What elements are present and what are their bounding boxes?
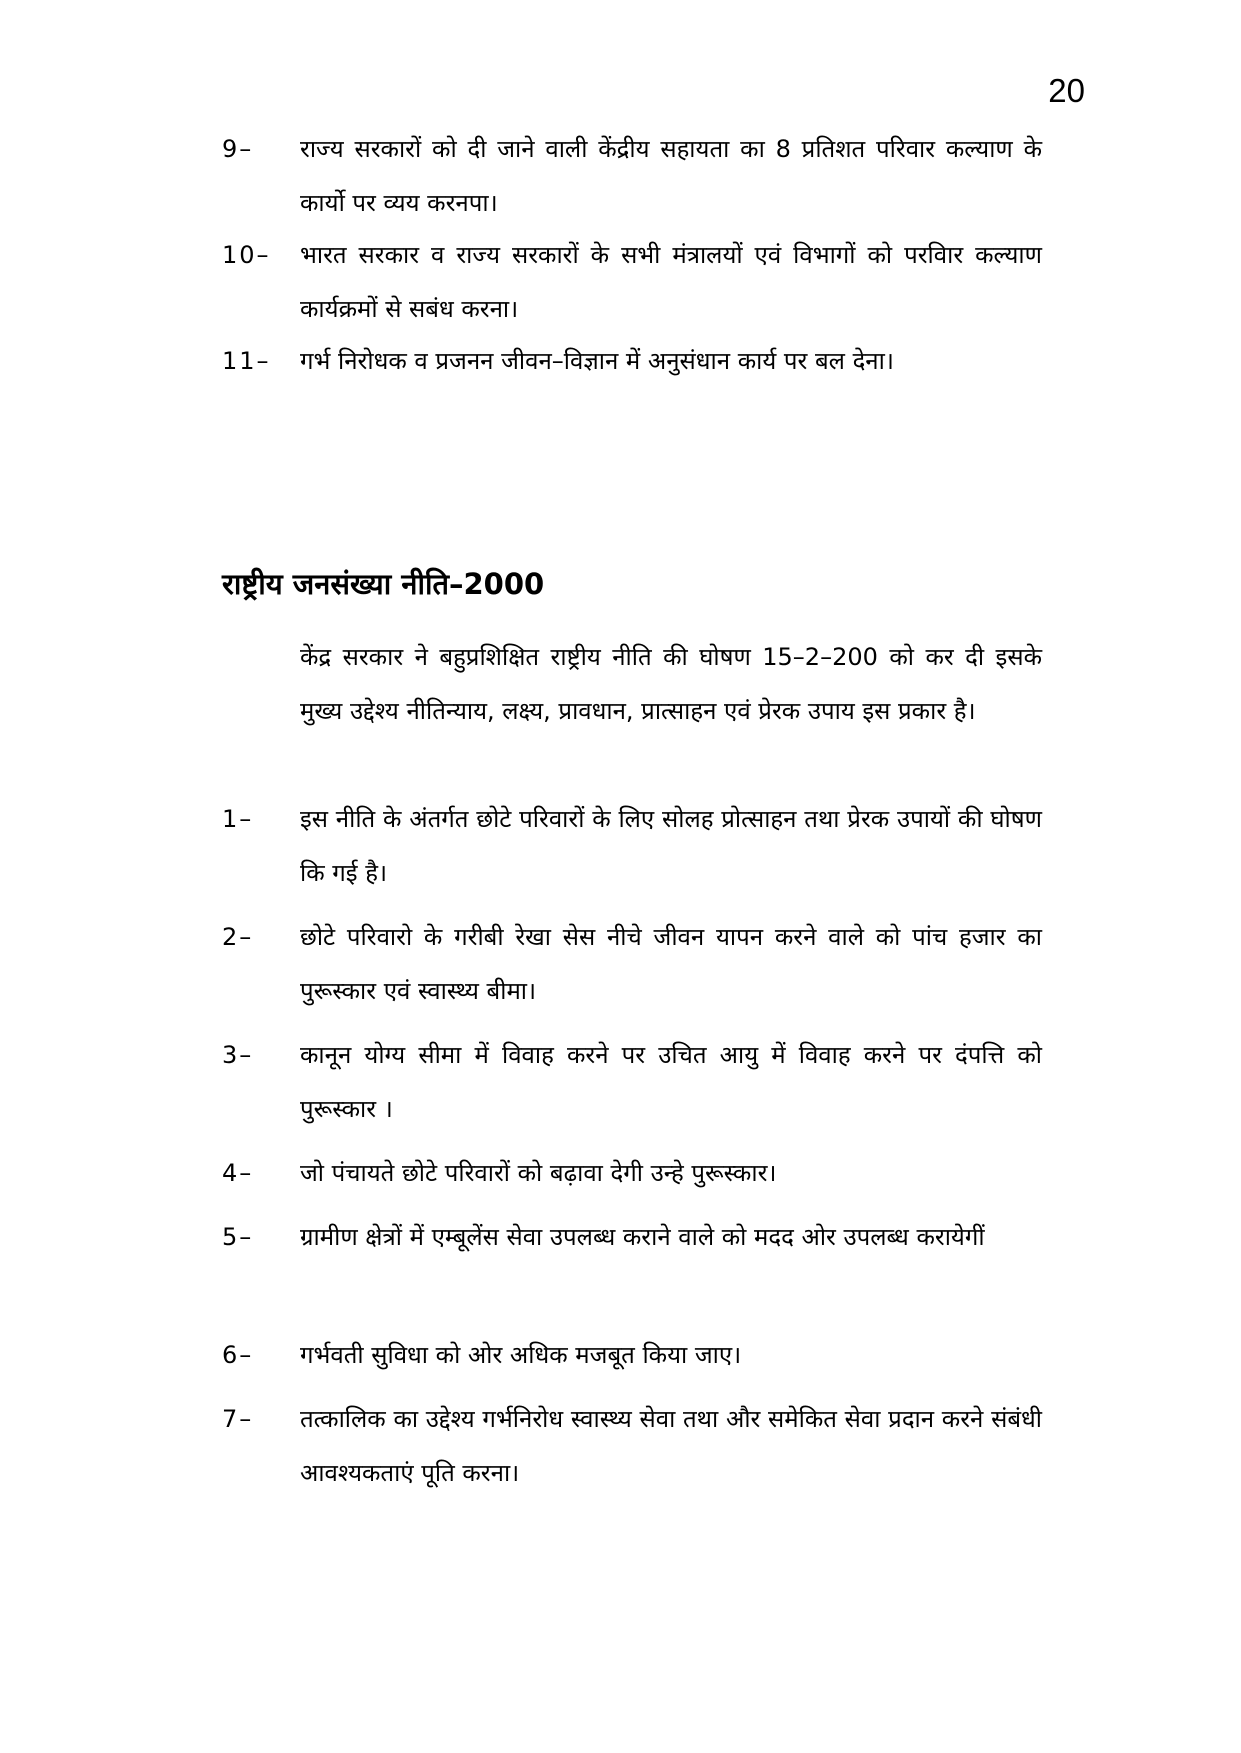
list-item-text: तत्कालिक का उद्देश्य गर्भनिरोध स्वास्थ्य सेवा तथा और समेकित सेवा प्रदान करने संबंधी आवश्यकताएं पूति करना। bbox=[300, 1405, 1042, 1487]
list-item bbox=[222, 122, 1042, 230]
list-item-number: 1– bbox=[222, 805, 254, 833]
list-item-number: 7– bbox=[222, 1405, 254, 1433]
list-item-number: 6– bbox=[222, 1341, 254, 1369]
list-item bbox=[222, 1328, 1042, 1382]
list-item-text: गर्भ निरोधक व प्रजनन जीवन–विज्ञान में अनुसंधान कार्य पर बल देना। bbox=[300, 347, 894, 375]
section-heading: राष्ट्रीय जनसंख्या नीति–2000 bbox=[222, 567, 545, 601]
list-item-text: इस नीति के अंतर्गत छोटे परिवारों के लिए सोलह प्रोत्साहन तथा प्रेरक उपायों की घोषण कि गई है। bbox=[300, 805, 1042, 887]
list-item-text: कानून योग्य सीमा में विवाह करने पर उचित आयु में विवाह करने पर दंपत्ति को पुरूस्कार । bbox=[300, 1041, 1042, 1123]
list-item-text: भारत सरकार व राज्य सरकारों के सभी मंत्रालयों एवं विभागों को परविार कल्याण कार्यक्रमों से सबंध करना। bbox=[300, 241, 1042, 323]
list-item bbox=[222, 1210, 1042, 1264]
list-item bbox=[222, 910, 1042, 1018]
section-intro: केंद्र सरकार ने बहुप्रशिक्षित राष्ट्रीय नीति की घोषण 15–2–200 को कर दी इसके मुख्य उद्देश्य नीतिन्याय, लक्ष्य, प्रावधान, प्रात्साहन एवं प्रेरक उपाय इस प्रकार है। bbox=[300, 643, 1042, 725]
list-item bbox=[222, 1146, 1042, 1200]
list-item-number: 11– bbox=[222, 347, 271, 375]
list-item-text: छोटे परिवारो के गरीबी रेखा सेस नीचे जीवन यापन करने वाले को पांच हजार का पुरूस्कार एवं स्वास्थ्य बीमा। bbox=[300, 923, 1042, 1005]
list-item bbox=[222, 792, 1042, 900]
list-item bbox=[222, 228, 1042, 336]
list-item bbox=[222, 1028, 1042, 1136]
list-item-number: 5– bbox=[222, 1223, 254, 1251]
list-item-number: 3– bbox=[222, 1041, 254, 1069]
list-item-number: 4– bbox=[222, 1159, 254, 1187]
list-item-number: 2– bbox=[222, 923, 254, 951]
list-item-text: ग्रामीण क्षेत्रों में एम्बूलेंस सेवा उपलब्ध कराने वाले को मदद ओर उपलब्ध करायेगीं bbox=[300, 1223, 985, 1251]
list-item-text: राज्य सरकारों को दी जाने वाली केंद्रीय सहायता का 8 प्रतिशत परिवार कल्याण के कार्यो पर व्यय करनपा। bbox=[300, 135, 1042, 217]
list-item-text: जो पंचायते छोटे परिवारों को बढ़ावा देगी उन्हे पुरूस्कार। bbox=[300, 1159, 777, 1187]
list-item-text: गर्भवती सुविधा को ओर अधिक मजबूत किया जाए। bbox=[300, 1341, 742, 1369]
list-item bbox=[222, 1392, 1042, 1500]
list-item bbox=[222, 334, 1042, 388]
page-number: 20 bbox=[1048, 72, 1085, 109]
list-item-number: 9– bbox=[222, 135, 254, 163]
list-item-number: 10– bbox=[222, 241, 271, 269]
